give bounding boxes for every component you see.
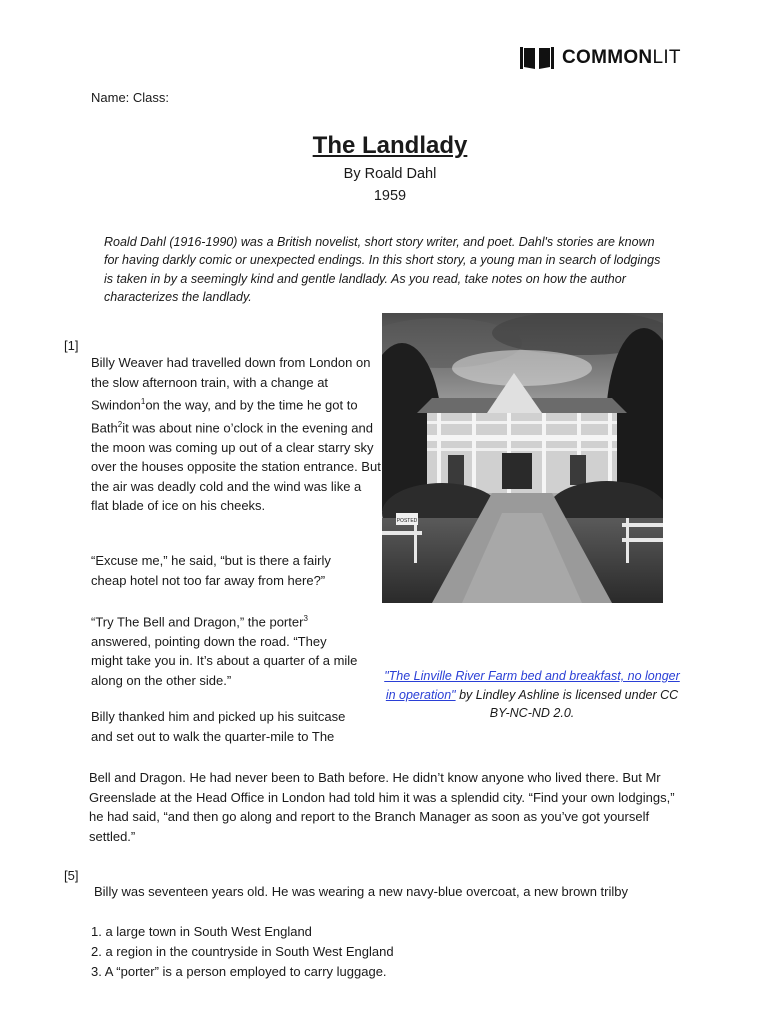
left-column-text [91,353,381,516]
footnote-3: 3. A “porter” is a person employed to carry luggage. [91,963,387,979]
footnote-ref-3[interactable]: 3 [303,614,308,623]
paragraph-4-start: Billy thanked him and picked up his suitcase and set out to walk the quarter-mile to The [91,709,346,744]
paragraph-number-5: [5] [64,868,79,883]
house-photo [382,313,663,603]
footnotes [91,922,394,981]
paragraph-1: Billy Weaver had travelled down from London on the slow afternoon train, with a change at Swindon$^1$on the way, and by the time he got to Bath$^2$it was about nine o’clock in the evening and the moon was coming up out of a clear starry sky over the houses opposite the station entrance. But the air was deadly cold and the wind was like a flat blade of ice on his cheeks. [91,355,381,514]
commonlit-logo [519,43,681,73]
page-title: The Landlady [312,132,468,159]
paragraph-4-continued: Bell and Dragon. He had never been to Bath before. He didn’t know anyone who lived there. But Mr Greenslade at the Head Office in London had told him it was a splendid city. “Find your own lodgings,” he had said, “and then go along and report to the Branch Manager as soon as you’ve got yourself settled.” [89,770,675,844]
footnote-1: 1. a large town in South West England [91,924,312,939]
footnote-ref-2[interactable]: 2 [117,419,123,429]
paragraph-number-1: [1] [64,338,79,353]
posted-sign-text: POSTED [396,518,418,524]
paragraph-3: “Try The Bell and Dragon,” the porter$^3$ answered, pointing down the road. “They might take you in. It’s about a quarter of a mile along on the other side.” [91,614,358,688]
logo-wordmark: COMMONLIT [562,47,681,68]
year-line: 1959 [373,188,407,204]
image-source-link[interactable]: "The Linville River Farm bed and breakfast, no longer in operation" [384,669,680,702]
book-icon [519,45,555,71]
intro-text: Roald Dahl (1916-1990) was a British novelist, short story writer, and poet. Dahl's stories are known for having darkly comic or unexpected endings. In this short story, a young man in search of lodgings is taken in by a seemingly kind and gentle landlady. As you read, take notes on how the author characterizes the landlady. [104,235,661,304]
paragraph-2: “Excuse me,” he said, “but is there a fairly cheap hotel not too far away from here?” [91,553,331,588]
footnote-2: 2. a region in the countryside in South West England [91,943,394,959]
author-line: By Roald Dahl [343,166,437,182]
name-class-line: Name: Class: [91,90,170,105]
image-caption: "The Linville River Farm bed and breakfast, no longer in operation" by Lindley Ashline is licensed under CC BY-NC-ND 2.0. [384,669,680,720]
paragraph-5: Billy was seventeen years old. He was wearing a new navy-blue overcoat, a new brown trilby [94,884,628,899]
footnote-ref-1[interactable]: 1 [140,397,146,406]
